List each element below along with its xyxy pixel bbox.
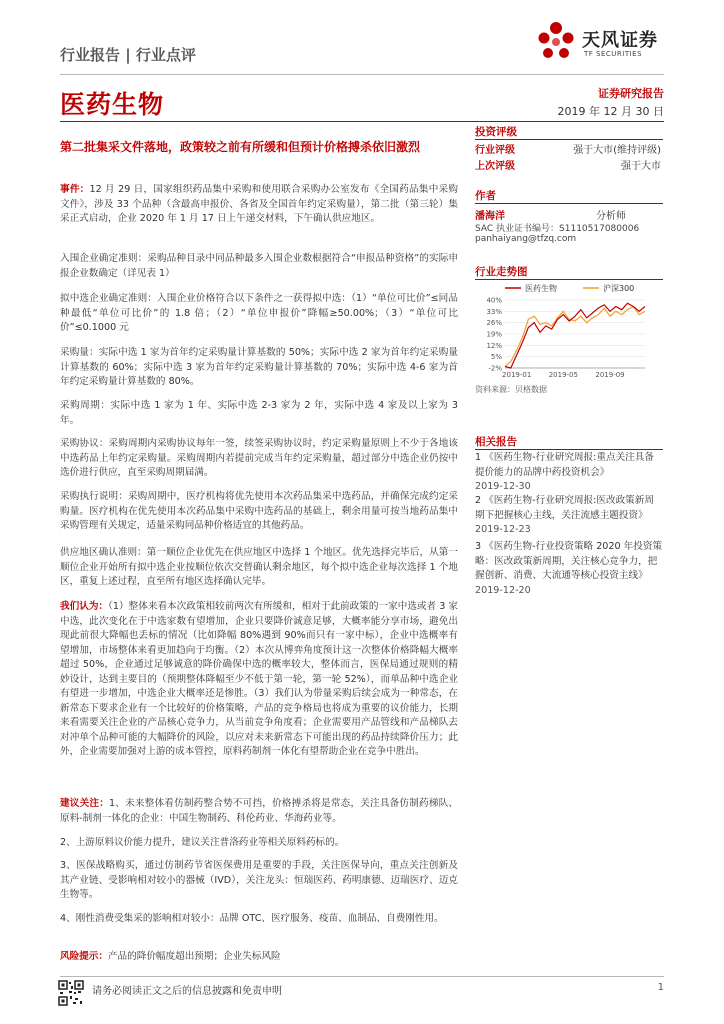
related-report-3[interactable] bbox=[475, 540, 663, 598]
body-paragraph-suggest-2: 2、上游原料议价能力提升，建议关注普洛药业等相关原料药标的。 bbox=[60, 837, 345, 848]
author-email[interactable]: panhaiyang@tfzq.com bbox=[475, 234, 577, 244]
y-tick-label: 19% bbox=[486, 330, 502, 339]
prev-rating-label: 上次评级 bbox=[475, 161, 515, 172]
sector-title: 医药生物 bbox=[60, 90, 165, 119]
body-paragraph-selection-rule: 拟中选企业确定准则：入围企业价格符合以下条件之一获得拟中选：（1）“单位可比价”≤同品种最低“单位可比价”的 1.8 倍；（2）“单位申报价”降幅≥50.00%；（3）“单位可比价”≤0.1000 元 bbox=[60, 293, 458, 333]
logo-mark-icon bbox=[532, 18, 580, 66]
body-paragraph-suggest-3: 3、医保战略购买，通过仿制药节省医保费用是重要的手段，关注医保导向，重点关注创新及其产业链、受影响相对较小的器械（IVD），关注龙头：恒瑞医药、药明康德、迈瑞医疗、迈克生物等。 bbox=[60, 860, 458, 900]
report-date: 2019 年 12 月 30 日 bbox=[557, 105, 664, 118]
body-paragraph-suggest-4: 4、刚性消费受集采的影响相对较小：品牌 OTC、医疗服务、疫苗、血制品、自费刚性用。 bbox=[60, 913, 444, 924]
body-paragraph-event bbox=[60, 183, 458, 227]
opinion-text: （1）整体来看本次政策相较前两次有所缓和，相对于此前政策的一家中选或者 3 家中选，此次变化在于中选家数有望增加，企业只要降价诚意足够，大概率能分享市场，避免出现此前很大降幅也丢标的情况（比如降幅 80%遇到 90%而只有一家中标），企业中选概率有望增加，市场整体来看更加趋向于均衡。（2）本次从博弈角度预计这一次整体价格降幅大概率超过 50%，企业通过足够诚意的降价确保中选的概率较大，整体而言，医保局通过规则的精妙设计，达到主要目的（预期整体降幅至少不低于第一轮，第一轮 52%），而单品种中选企业有望进一步增加，中选企业大概率还是惨胜。（3）我们认为带量采购后续会成为一种常态，在新常态下要求企业有一个比较好的价格策略，产品的竞争格局也将成为重要的议价能力，长期来看需要关注企业的产品核心竞争力，从当前竞争角度看；企业需要用产品管线和产品梯队去对冲单个品种可能的大幅降价的风险，以应对未来新常态下可能出现的药品持续降价压力；此外，企业需要加强对上游的成本管控，原料药制剂一体化有望帮助企业在竞争中胜出。 bbox=[60, 601, 458, 757]
body-paragraph-risk bbox=[60, 950, 458, 965]
related-title: 相关报告 bbox=[475, 436, 517, 448]
logo-en-text: TF SECURITIES bbox=[584, 50, 643, 58]
trend-chart bbox=[475, 282, 663, 388]
trend-title: 行业走势图 bbox=[475, 266, 528, 278]
author-row bbox=[475, 207, 661, 222]
prev-rating-value: 强于大市 bbox=[621, 161, 661, 172]
report-label: 证券研究报告 bbox=[598, 87, 664, 100]
related-report-2-date: 2019-12-23 bbox=[475, 524, 531, 535]
author-divider bbox=[475, 203, 663, 204]
body-paragraph-suggest bbox=[60, 797, 458, 826]
risk-text: 产品的降价幅度超出预期；企业失标风险 bbox=[107, 951, 281, 962]
headline: 第二批集采文件落地，政策较之前有所缓和但预计价格搏杀依旧激烈 bbox=[60, 140, 421, 154]
body-paragraph-opinion bbox=[60, 600, 458, 760]
y-tick-label: 26% bbox=[486, 319, 502, 328]
y-tick-label: 12% bbox=[486, 341, 502, 350]
x-tick-label: 2019-01 bbox=[502, 371, 532, 379]
trend-divider bbox=[475, 279, 663, 280]
related-report-1[interactable] bbox=[475, 451, 663, 495]
y-tick-label: -2% bbox=[488, 364, 502, 373]
legend-label-hs300: 沪深300 bbox=[603, 284, 635, 293]
company-logo bbox=[532, 18, 667, 66]
logo-cn-text: 天风证券 bbox=[582, 30, 658, 51]
author-name: 潘海洋 bbox=[475, 211, 505, 222]
author-sac: SAC 执业证书编号：S1110517080006 bbox=[475, 224, 640, 234]
event-text: 12 月 29 日，国家组织药品集中采购和使用联合采购办公室发布《全国药品集中采购文件》，涉及 33 个品种（含最高申报价、各省及全国首年约定采购量），第二批（第三轮）集采正式启动，企业 2020 年 1 月 17 日上午递交材料，下午确认供应地区。 bbox=[60, 184, 458, 224]
page-number: 1 bbox=[657, 982, 664, 993]
body-paragraph-supply: 供应地区确认准则：第一顺位企业优先在供应地区中选择 1 个地区。优先选择完毕后，从第一顺位企业开始所有拟中选企业按顺位依次交替确认剩余地区，每个拟中选企业每次选择 1 个地区，重复上述过程，直至所有地区选择确认完毕。 bbox=[60, 547, 458, 587]
author-title: 作者 bbox=[475, 190, 496, 202]
y-tick-label: 40% bbox=[486, 296, 502, 305]
chart-lines bbox=[505, 303, 645, 368]
related-report-3-date: 2019-12-20 bbox=[475, 584, 531, 596]
legend-label-pharma: 医药生物 bbox=[525, 284, 557, 293]
body-paragraph-entry-rule: 入围企业确定准则：采购品种目录中同品种最多入围企业数根据符合“申报品种资格”的实际申报企业数确定（详见表 1） bbox=[60, 253, 458, 279]
related-report-3-text: 3 《医药生物-行业投资策略 2020 年投资策略：医改政策新周期，关注核心竞争力，把握创新、消费、大流通等核心投资主线》 bbox=[475, 541, 663, 581]
related-report-2[interactable] bbox=[475, 494, 663, 538]
body-paragraph-agreement: 采购协议：采购周期内采购协议每年一签，续签采购协议时，约定采购量原则上不少于各地该中选药品上年约定采购量。采购周期内若提前完成当年约定采购量，超过部分中选企业仍按中选价进行供应，直至采购周期届满。 bbox=[60, 438, 458, 478]
x-tick-label: 2019-09 bbox=[595, 371, 625, 379]
report-type: 行业报告 | 行业点评 bbox=[60, 46, 196, 64]
rating-divider bbox=[475, 139, 663, 140]
opinion-label: 我们认为： bbox=[60, 601, 109, 612]
y-tick-label: 33% bbox=[486, 307, 502, 316]
related-divider bbox=[475, 449, 663, 450]
body-paragraph-execution: 采购执行说明：采购周期中，医疗机构将优先使用本次药品集采中选药品，并确保完成约定采购量。医疗机构在优先使用本次药品集中采购中选药品的基础上，剩余用量可按当地药品集中采购管理有关规定，适量采购同品种价格适宜的其他药品。 bbox=[60, 491, 458, 531]
qr-code-icon[interactable] bbox=[58, 980, 84, 1006]
rating-title: 投资评级 bbox=[475, 126, 517, 138]
footer-disclaimer: 请务必阅读正文之后的信息披露和免责申明 bbox=[92, 986, 282, 997]
chart-source: 资料来源：贝格数据 bbox=[475, 385, 547, 394]
event-label: 事件： bbox=[60, 184, 90, 195]
body-paragraph-cycle: 采购周期：实际中选 1 家为 1 年、实际中选 2-3 家为 2 年，实际中选 4 家及以上家为 3 年。 bbox=[60, 400, 458, 426]
industry-rating-label: 行业评级 bbox=[475, 145, 515, 156]
related-report-1-text: 1 《医药生物-行业研究周报:重点关注具备提价能力的品牌中药投资机会》 bbox=[475, 452, 654, 478]
body-paragraph-volume: 采购量：实际中选 1 家为首年约定采购量计算基数的 50%；实际中选 2 家为首年约定采购量计算基数的 60%；实际中选 3 家为首年约定采购量计算基数的 70%；实际中选 4-6 家为首年约定采购量计算基数的 80%。 bbox=[60, 347, 458, 387]
y-tick-label: 5% bbox=[490, 353, 502, 362]
footer-divider bbox=[60, 976, 664, 977]
title-divider bbox=[60, 121, 664, 122]
suggest-text: 1、未来整体看仿制药整合势不可挡，价格搏杀将是常态，关注具备仿制药梯队、原料-制剂一体化的企业：中国生物制药、科伦药业、华海药业等。 bbox=[60, 798, 459, 824]
x-tick-label: 2019-05 bbox=[548, 371, 578, 379]
industry-rating-value: 强于大市(维持评级) bbox=[573, 145, 661, 156]
industry-rating-row bbox=[475, 141, 661, 156]
risk-label: 风险提示： bbox=[60, 951, 108, 962]
related-report-2-text: 2 《医药生物-行业研究周报:医改政策新周期下把握核心主线，关注流感主题投资》 bbox=[475, 495, 654, 521]
related-report-1-date: 2019-12-30 bbox=[475, 481, 531, 492]
prev-rating-row bbox=[475, 157, 661, 172]
suggest-label: 建议关注： bbox=[60, 798, 109, 809]
header-divider bbox=[60, 74, 664, 75]
author-role: 分析师 bbox=[596, 211, 626, 222]
